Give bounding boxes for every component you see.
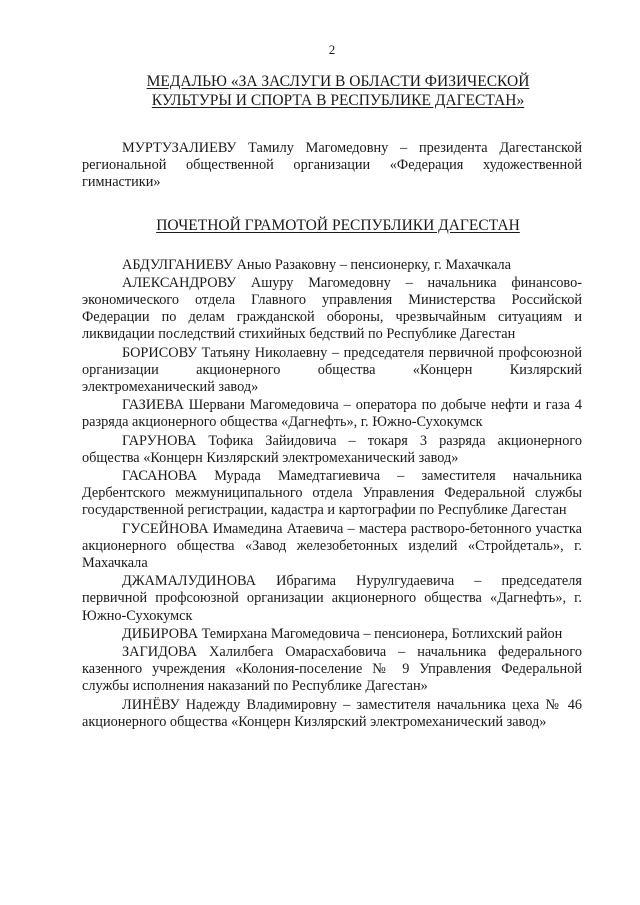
award-entry: ЛИНЁВУ Надежду Владимировну – заместителя начальника цеха № 46 акционерного общества «Концерн Кизлярский электромеханический завод»	[82, 696, 582, 730]
award-entry: ГАЗИЕВА Шервани Магомедовича – оператора по добыче нефти и газа 4 разряда акционерного общества «Дагнефть», г. Южно-Сухокумск	[82, 397, 582, 431]
award-entry: АБДУЛГАНИЕВУ Аныо Разаковну – пенсионерку, г. Махачкала	[122, 256, 512, 273]
heading-line: МЕДАЛЬЮ «ЗА ЗАСЛУГИ В ОБЛАСТИ ФИЗИЧЕСКОЙ	[146, 73, 530, 90]
award-entry: МУРТУЗАЛИЕВУ Тамилу Магомедовну – президента Дагестанской региональной общественной организации «Федерация художественной гимнастики»	[82, 140, 582, 191]
page-number: 2	[328, 42, 336, 57]
award-entry: ГАСАНОВА Мурада Мамедтагиевича – заместителя начальника Дербентского межмуниципального отдела Управления Федеральной службы государственной регистрации, кадастра и картографии по Республике Дагестан	[82, 468, 582, 519]
award-entry: ЗАГИДОВА Халилбега Омарасхабовича – начальника федерального казенного учреждения «Колония-поселение № 9 Управления Федеральной службы исполнения наказаний по Республике Дагестан»	[82, 644, 582, 695]
award-entry: ГАРУНОВА Тофика Зайидовича – токаря 3 разряда акционерного общества «Концерн Кизлярский электромеханический завод»	[82, 432, 582, 466]
award-entry: ГУСЕЙНОВА Имамедина Атаевича – мастера растворо-бетонного участка акционерного общества «Завод железобетонных изделий «Стройдеталь», г. Махачкала	[82, 520, 582, 572]
award-entry: АЛЕКСАНДРОВУ Ашуру Магомедовну – начальника финансово-экономического отдела Главного управления Министерства Российской Федерации по делам гражданской обороны, чрезвычайным ситуациям и ликвидации последствий стихийных бедствий по Республике Дагестан	[82, 274, 582, 343]
award-list-certificate	[82, 257, 582, 731]
section-heading-certificate	[82, 216, 582, 235]
award-entry: БОРИСОВУ Татьяну Николаевну – председателя первичной профсоюзной организации акционерного общества «Концерн Кизлярский электромеханический завод»	[82, 344, 582, 396]
heading-line: КУЛЬТУРЫ И СПОРТА В РЕСПУБЛИКЕ ДАГЕСТАН»	[151, 92, 525, 109]
award-entry: ДЖАМАЛУДИНОВА Ибрагима Нурулгудаевича – председателя первичной профсоюзной организации акционерного общества «Дагнефть», г. Южно-Сухокумск	[82, 573, 582, 624]
heading-line: ПОЧЕТНОЙ ГРАМОТОЙ РЕСПУБЛИКИ ДАГЕСТАН	[156, 216, 520, 234]
section-heading-medal	[82, 72, 582, 110]
award-list-medal	[82, 140, 582, 192]
award-entry: ДИБИРОВА Темирхана Магомедовича – пенсионера, Ботлихский район	[122, 625, 563, 642]
